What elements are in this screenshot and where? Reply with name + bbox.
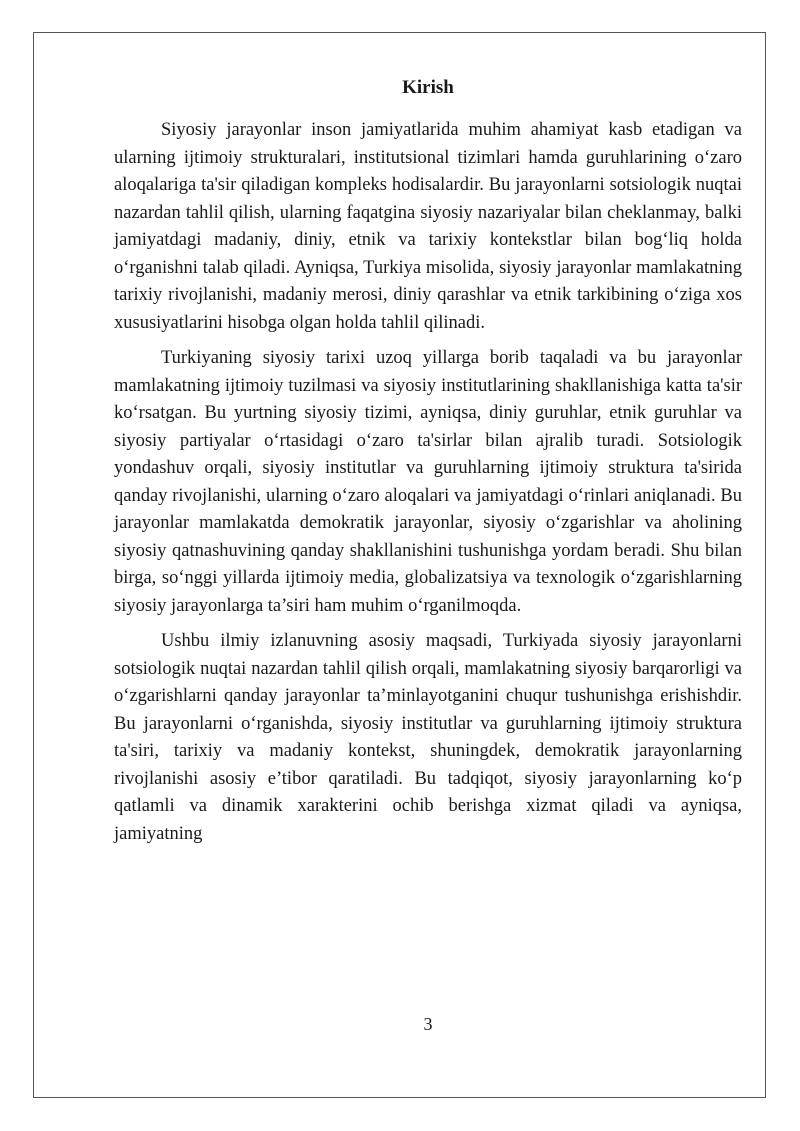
paragraph-2: Turkiyaning siyosiy tarixi uzoq yillarga borib taqaladi va bu jarayonlar mamlakatning ijtimoiy tuzilmasi va siyosiy institutlarining shakllanishiga katta ta'sir ko‘rsatgan. Bu yurtning siyosiy tizimi, ayniqsa, diniy guruhlar, etnik guruhlar va siyosiy partiyalar o‘rtasidagi o‘zaro ta'sirlar bilan ajralib turadi. Sotsiologik yondashuv orqali, siyosiy institutlar va guruhlarning ijtimoiy struktura ta'sirida qanday rivojlanishi, ularning o‘zaro aloqalari va jamiyatdagi o‘rinlari aniqlanadi. Bu jarayonlar mamlakatda demokratik jarayonlar, siyosiy o‘zgarishlar va aholining siyosiy qatnashuvining qanday shakllanishini tushunishga yordam beradi. Shu bilan birga, so‘nggi yillarda ijtimoiy media, globalizatsiya va texnologik o‘zgarishlarning siyosiy jarayonlarga ta’siri ham muhim o‘rganilmoqda. [114,348,742,616]
document-body [114,74,742,856]
page-number: 3 [423,1014,433,1034]
paragraph-3: Ushbu ilmiy izlanuvning asosiy maqsadi, Turkiyada siyosiy jarayonlarni sotsiologik nuqtai nazardan tahlil qilish orqali, mamlakatning siyosiy barqarorligi va o‘zgarishlarni qanday jarayonlar ta’minlayotganini chuqur tushunishga erishishdir. Bu jarayonlarni o‘rganishda, siyosiy institutlar va guruhlarning ijtimoiy struktura ta'siri, tarixiy va madaniy kontekst, shuningdek, demokratik jarayonlarning rivojlanishi asosiy e’tibor qaratiladi. Bu tadqiqot, siyosiy jarayonlarning ko‘p qatlamli va dinamik xarakterini ochib berishga xizmat qiladi va ayniqsa, jamiyatning [114,631,742,844]
section-heading: Kirish [402,77,454,98]
paragraph-1: Siyosiy jarayonlar inson jamiyatlarida muhim ahamiyat kasb etadigan va ularning ijtimoiy strukturalari, institutsional tizimlari hamda guruhlarining o‘zaro aloqalariga ta'sir qiladigan kompleks hodisalardir. Bu jarayonlarni sotsiologik nuqtai nazardan tahlil qilish, ularning faqatgina siyosiy nazariyalar bilan cheklanmay, balki jamiyatdagi madaniy, diniy, etnik va tarixiy kontekstlar bilan bog‘liq holda o‘rganishni talab qiladi. Ayniqsa, Turkiya misolida, siyosiy jarayonlar mamlakatning tarixiy rivojlanishi, madaniy merosi, diniy qarashlar va etnik tarkibining o‘ziga xos xususiyatlarini hisobga olgan holda tahlil qilinadi. [114,120,742,333]
